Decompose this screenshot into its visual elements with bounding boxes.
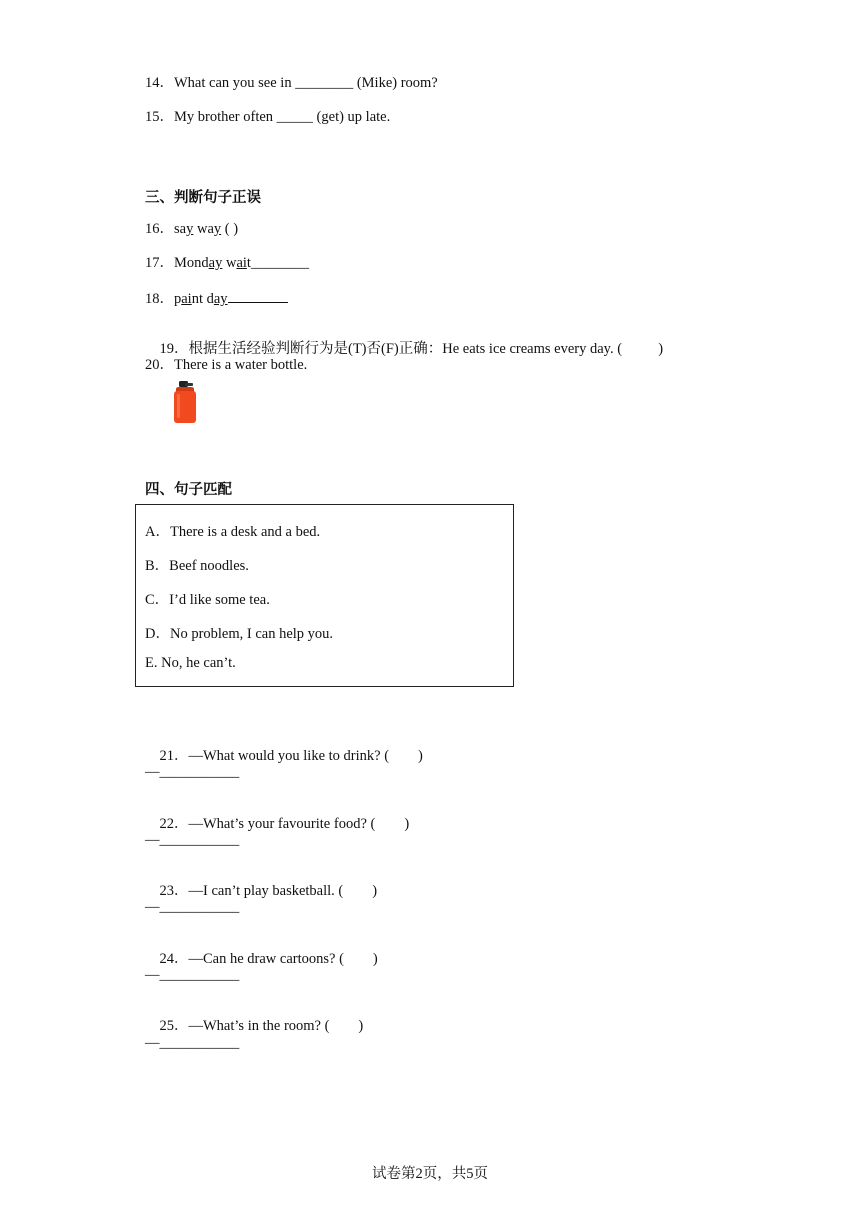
answer-line-25: —___________ <box>145 1035 240 1051</box>
water-bottle-icon <box>170 380 200 426</box>
answer-line-23: —___________ <box>145 899 240 915</box>
page-footer: 试卷第2页，共5页 <box>372 1166 488 1182</box>
question-22: 22．—What’s your favourite food? ( ) <box>159 816 410 832</box>
question-14: 14．What can you see in ________ (Mike) room? <box>145 75 438 91</box>
answer-blank: ________ <box>250 255 309 271</box>
section-heading-3: 三、判断句子正误 <box>145 190 261 206</box>
question-16: 16．say way ( ) <box>145 221 239 237</box>
option-d: D．No problem, I can help you. <box>145 626 334 642</box>
question-19: 19．根据生活经验判断行为是(T)否(F)正确：He eats ice creams every day. ( ) <box>159 341 664 357</box>
question-24: 24．—Can he draw cartoons? ( ) <box>159 951 378 967</box>
options-box <box>135 504 514 687</box>
question-17: 17．Monday wait________ <box>145 255 309 271</box>
option-e: E. No, he can’t. <box>145 655 236 671</box>
question-25: 25．—What’s in the room? ( ) <box>159 1018 364 1034</box>
question-21: 21．—What would you like to drink? ( ) <box>159 748 423 764</box>
answer-line-22: —___________ <box>145 832 240 848</box>
section-heading-4: 四、句子匹配 <box>145 482 232 498</box>
answer-blank <box>228 288 288 303</box>
answer-line-21: —___________ <box>145 764 240 780</box>
answer-line-24: —___________ <box>145 967 240 983</box>
question-20: 20．There is a water bottle. <box>145 357 308 373</box>
option-c: C．I’d like some tea. <box>145 592 270 608</box>
question-23: 23．—I can’t play basketball. ( ) <box>159 883 378 899</box>
option-a: A．There is a desk and a bed. <box>145 524 321 540</box>
question-18: 18．paint day <box>145 288 288 308</box>
option-b: B．Beef noodles. <box>145 558 249 574</box>
question-15: 15．My brother often _____ (get) up late. <box>145 109 391 125</box>
